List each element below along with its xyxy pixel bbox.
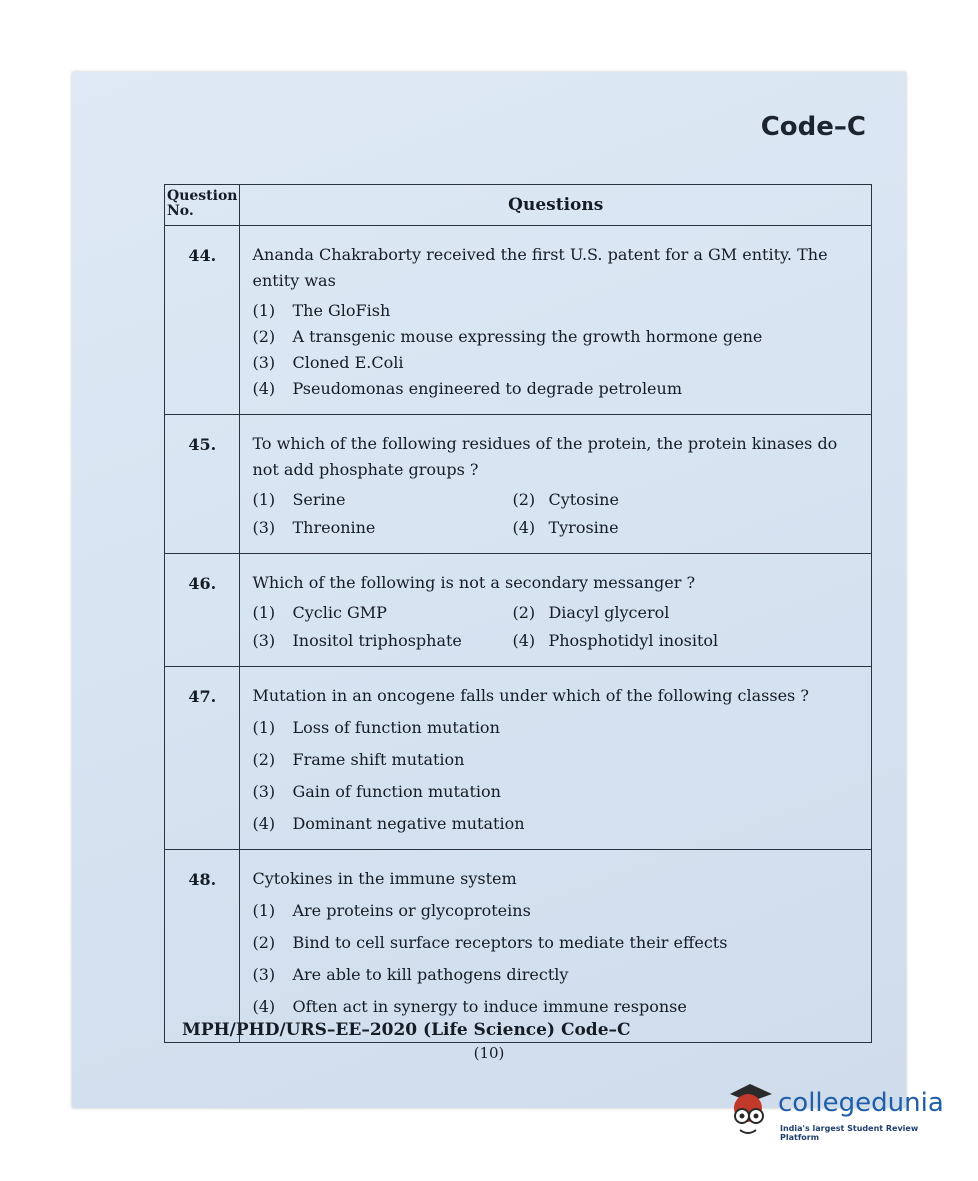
option: (2) A transgenic mouse expressing the growth hormone gene xyxy=(252,327,763,346)
collegedunia-logo[interactable] xyxy=(720,1076,950,1146)
question-number: 46. xyxy=(165,554,240,667)
option: (3) Are able to kill pathogens directly xyxy=(252,965,569,984)
question-body xyxy=(240,850,872,1043)
question-number: 48. xyxy=(165,850,240,1043)
exam-footer: MPH/PHD/URS–EE–2020 (Life Science) Code–C xyxy=(182,1020,631,1040)
question-text: To which of the following residues of the protein, the protein kinases do not add phosphate groups ? xyxy=(252,434,838,479)
option: (1) Are proteins or glycoproteins xyxy=(252,901,531,920)
question-row-48 xyxy=(165,850,872,1043)
option: (3) Cloned E.Coli xyxy=(252,353,404,372)
question-body xyxy=(240,415,872,554)
question-row-44 xyxy=(165,226,872,415)
brand-name: collegedunia xyxy=(778,1088,944,1118)
option: (3) Gain of function mutation xyxy=(252,782,501,801)
option: (4) Pseudomonas engineered to degrade petroleum xyxy=(252,379,682,398)
paper-code: Code–C xyxy=(760,112,866,142)
option: (3) Threonine xyxy=(252,518,376,537)
option: (4) Dominant negative mutation xyxy=(252,814,525,833)
option: (1) Serine xyxy=(252,490,346,509)
questions-header: Questions xyxy=(240,185,872,226)
option: (2) Cytosine xyxy=(512,490,619,509)
question-no-header: Question No. xyxy=(165,185,240,226)
option: (4) Often act in synergy to induce immune response xyxy=(252,997,687,1016)
mascot-graduate-icon xyxy=(720,1076,776,1138)
option: (1) Cyclic GMP xyxy=(252,603,387,622)
table-header-row xyxy=(165,185,872,226)
option: (2) Bind to cell surface receptors to mediate their effects xyxy=(252,933,728,952)
option: (1) Loss of function mutation xyxy=(252,718,500,737)
option: (4) Tyrosine xyxy=(512,518,619,537)
question-number: 45. xyxy=(165,415,240,554)
question-row-46 xyxy=(165,554,872,667)
exam-page xyxy=(72,72,906,1108)
question-row-47 xyxy=(165,667,872,850)
question-text: Ananda Chakraborty received the first U.S. patent for a GM entity. The entity was xyxy=(252,245,828,290)
question-text: Mutation in an oncogene falls under which of the following classes ? xyxy=(252,686,809,705)
option: (3) Inositol triphosphate xyxy=(252,631,462,650)
brand-tagline: India's largest Student Review Platform xyxy=(780,1124,919,1142)
option: (2) Diacyl glycerol xyxy=(512,603,670,622)
question-text: Cytokines in the immune system xyxy=(252,869,517,888)
page-number: (10) xyxy=(473,1044,505,1062)
question-body xyxy=(240,667,872,850)
question-body xyxy=(240,226,872,415)
question-number: 44. xyxy=(165,226,240,415)
questions-table xyxy=(164,184,872,1043)
option: (1) The GloFish xyxy=(252,301,391,320)
question-text: Which of the following is not a secondary messanger ? xyxy=(252,573,696,592)
question-body xyxy=(240,554,872,667)
option: (4) Phosphotidyl inositol xyxy=(512,631,719,650)
question-row-45 xyxy=(165,415,872,554)
option: (2) Frame shift mutation xyxy=(252,750,465,769)
question-number: 47. xyxy=(165,667,240,850)
